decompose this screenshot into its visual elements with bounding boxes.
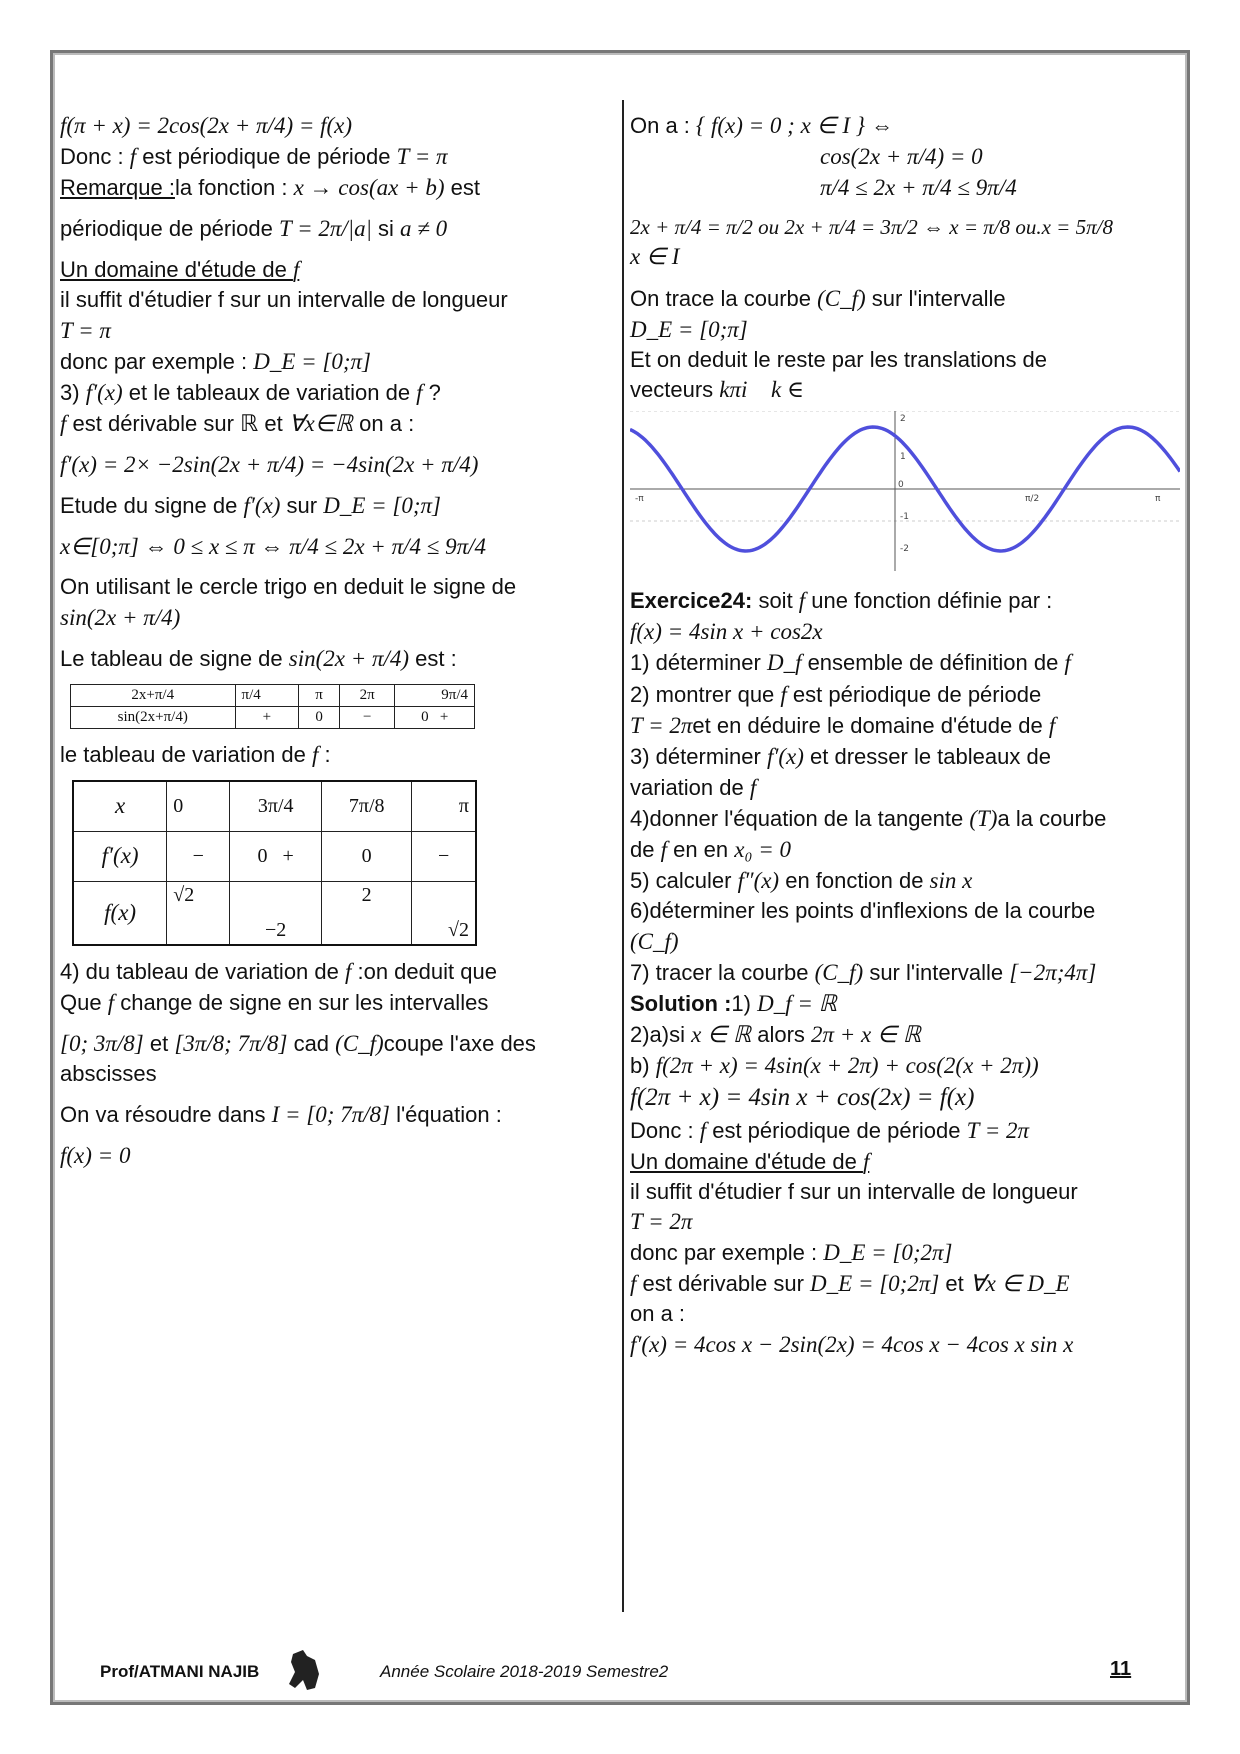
ex24-q6b: (C_f): [630, 928, 679, 954]
x-tick-pi: π: [1155, 494, 1161, 505]
ex24-q6: 6)déterminer les points d'inflexions de la courbe: [630, 897, 1096, 923]
system-line-1: On a : { f(x) = 0 ; x ∈ I } ⇔: [630, 113, 894, 138]
footer-author: Prof/ATMANI NAJIB: [100, 1662, 260, 1681]
sign-table-row-label: sin(2x+π/4): [71, 707, 236, 729]
x-tick-pi-half: π/2: [1025, 494, 1040, 505]
solution-period-value: T = 2π: [630, 1209, 693, 1235]
solution-derivability: f est dérivable sur D_E = [0;2π] et ∀x ∈ D_E: [630, 1271, 1070, 1297]
curve-graph: [630, 411, 1180, 571]
y-tick-m1: -1: [900, 512, 909, 523]
ex24-q3b: variation de f: [630, 774, 757, 800]
y-tick-0: 0: [898, 480, 904, 491]
translation-line: Et on deduit le reste par les translations de: [630, 346, 1048, 372]
sign-table-intro: Le tableau de signe de sin(2x + π/4) est :: [60, 645, 457, 671]
solution-1: Solution :1) D_f = ℝ: [630, 990, 837, 1016]
question-3: 3) f′(x) et le tableaux de variation de f ?: [60, 380, 441, 406]
question-4: 4) du tableau de variation de f :on deduit que: [60, 959, 497, 985]
ex24-q2b: T = 2πet en déduire le domaine d'étude de f: [630, 712, 1056, 738]
solution-on-a: on a :: [630, 1301, 686, 1327]
derivative-equation: f′(x) = 2× −2sin(2x + π/4) = −4sin(2x + π/4): [60, 452, 479, 478]
page-number: 11: [1110, 1658, 1132, 1680]
derivability-line: f est dérivable sur ℝ et ∀x∈ℝ on a :: [60, 411, 415, 437]
abscissa-word: abscisses: [60, 1061, 157, 1087]
periodicity-equation: f(π + x) = 2cos(2x + π/4) = f(x): [60, 113, 353, 138]
solution-2b-result: f(2π + x) = 4sin x + cos(2x) = f(x): [630, 1083, 975, 1111]
solution-2a: 2)a)si x ∈ ℝ alors 2π + x ∈ ℝ: [630, 1021, 922, 1047]
left-column: [60, 110, 605, 1171]
vectors-line: vecteurs kπi⃗ k ∈ ℤ: [630, 377, 828, 403]
ex24-q2: 2) montrer que f est périodique de période: [630, 681, 1042, 707]
y-tick-2: 2: [900, 414, 906, 425]
solutions-condition: x ∈ I: [630, 244, 680, 270]
right-column: [630, 110, 1185, 1360]
teacher-silhouette-icon: [285, 1648, 325, 1692]
remark-line: Remarque :la fonction : x → cos(ax + b) est: [60, 175, 480, 201]
ex24-q5: 5) calculer f″(x) en fonction de sin x: [630, 867, 973, 893]
system-line-3: π/4 ≤ 2x + π/4 ≤ 9π/4: [820, 175, 1017, 201]
study-domain-heading: Un domaine d'étude de f: [60, 257, 300, 283]
remark-period: périodique de période T = 2π/|a| si a ≠ 0: [60, 216, 448, 242]
sign-change-line: Que f change de signe en sur les intervalles: [60, 990, 489, 1016]
period-value: T = π: [60, 317, 111, 343]
ex24-q4: 4)donner l'équation de la tangente (T)a la courbe: [630, 805, 1107, 831]
interval-equivalence: x∈[0;π] ⇔ 0 ≤ x ≤ π ⇔ π/4 ≤ 2x + π/4 ≤ 9π/4: [60, 534, 487, 560]
exercise24-title: Exercice24: soit f une fonction définie par :: [630, 588, 1053, 614]
solution-period: Donc : f est périodique de période T = 2π: [630, 1117, 1030, 1143]
intervals-line: [0; 3π/8] et [3π/8; 7π/8] cad (C_f)coupe l'axe des: [60, 1031, 536, 1057]
y-tick-m2: -2: [900, 544, 909, 555]
trig-circle-line: On utilisant le cercle trigo en deduit le signe de: [60, 574, 517, 600]
period-conclusion: Donc : f est périodique de période T = π: [60, 144, 448, 170]
sign-table-header: 2x+π/4: [71, 685, 236, 707]
footer-year: Année Scolaire 2018-2019 Semestre2: [380, 1662, 669, 1681]
system-line-2: cos(2x + π/4) = 0: [820, 144, 983, 170]
sign-study-line: Etude du signe de f′(x) sur D_E = [0;π]: [60, 493, 441, 519]
y-tick-1: 1: [900, 452, 906, 463]
solution-domain-heading: Un domaine d'étude de f: [630, 1148, 870, 1174]
ex24-q3: 3) déterminer f′(x) et dresser le tableaux de: [630, 743, 1051, 769]
solution-derivative: f′(x) = 4cos x − 2sin(2x) = 4cos x − 4cos x sin x: [630, 1332, 1074, 1358]
trace-domain: D_E = [0;π]: [630, 316, 748, 342]
ex24-q4b: de f en en x₀ = 0: [630, 836, 791, 862]
solution-domain-text: il suffit d'étudier f sur un intervalle de longueur: [630, 1178, 1078, 1204]
exercise24-function: f(x) = 4sin x + cos2x: [630, 619, 823, 645]
sign-table: 2x+π/4 π/4 π 2π 9π/4 sin(2x+π/4) + 0 − 0 +: [70, 684, 475, 729]
trace-line: On trace la courbe (C_f) sur l'intervalle: [630, 285, 1006, 311]
variation-table: x 0 3π/4 7π/8 π f′(x) − 0 + 0 − f(x) √2 −2 2 √2: [72, 780, 477, 946]
column-divider: [622, 100, 624, 1612]
variation-table-intro: le tableau de variation de f :: [60, 742, 331, 768]
solution-2b: b) f(2π + x) = 4sin(x + 2π) + cos(2(x + 2π)): [630, 1052, 1039, 1078]
solution-domain-example: donc par exemple : D_E = [0;2π]: [630, 1240, 953, 1266]
ex24-q1: 1) déterminer D_f ensemble de définition de f: [630, 650, 1071, 676]
x-tick-mpi: -π: [635, 494, 644, 505]
solve-line: On va résoudre dans I = [0; 7π/8] l'équation :: [60, 1101, 502, 1127]
sin-expression: sin(2x + π/4): [60, 604, 181, 630]
equation-fx-zero: f(x) = 0: [60, 1142, 131, 1168]
study-domain-example: donc par exemple : D_E = [0;π]: [60, 348, 371, 374]
ex24-q7: 7) tracer la courbe (C_f) sur l'intervalle [−2π;4π]: [630, 959, 1097, 985]
study-domain-text: il suffit d'étudier f sur un intervalle de longueur: [60, 287, 508, 313]
solutions-line: 2x + π/4 = π/2 ou 2x + π/4 = 3π/2 ⇔ x = π/8 ou.x = 5π/8: [630, 215, 1113, 240]
